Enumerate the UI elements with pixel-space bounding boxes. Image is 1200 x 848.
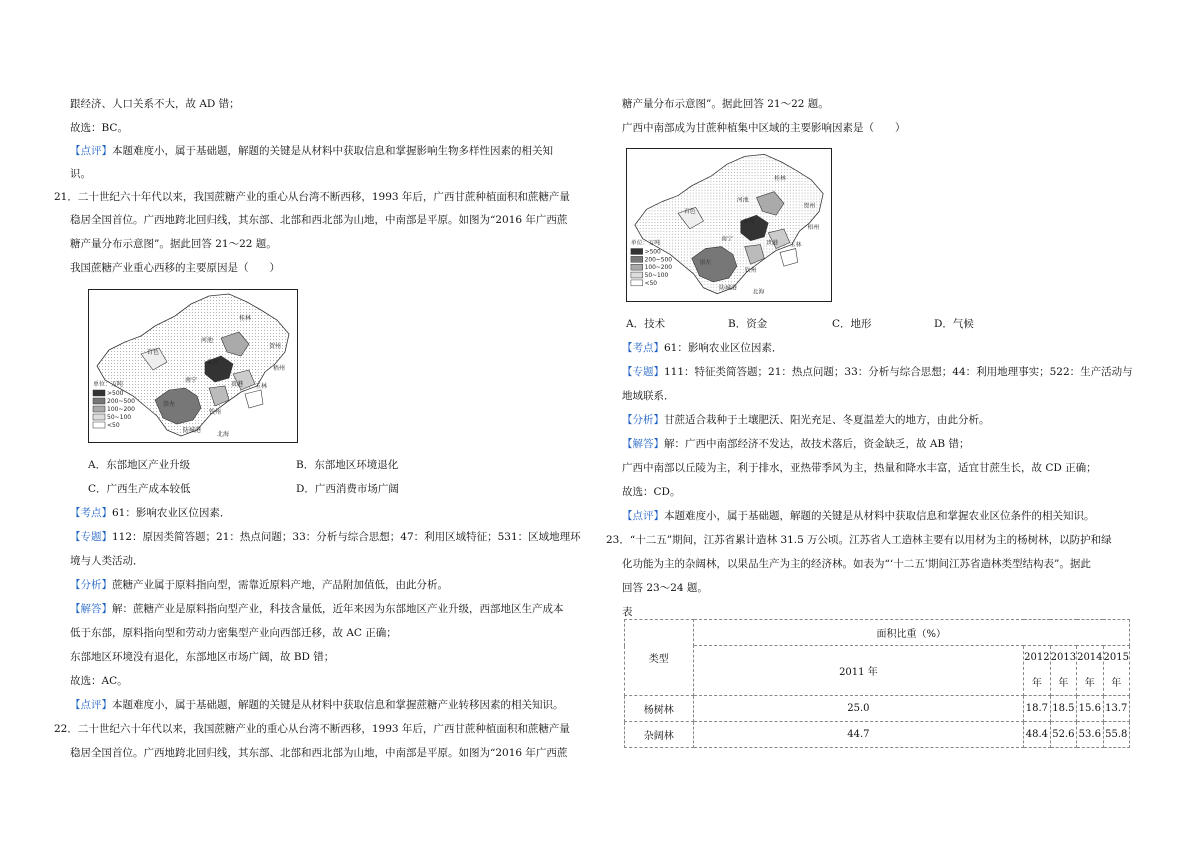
q22-intro-line: 稳居全国首位。广西地跨北回归线，其东部、北部和西北部为山地，中南部是平原。如图为“2016 年广西蔗	[70, 747, 568, 759]
answer-line: 故选：CD。	[622, 486, 681, 498]
map-label: 防城港	[719, 285, 737, 292]
map-label: 钦州	[209, 409, 222, 416]
map-label: 北海	[217, 431, 230, 438]
comment-line: 【点评】本题难度小，属于基础题，解题的关键是从材料中获取信息和掌握农业区位条件的相关知识。	[622, 510, 1095, 522]
q21-intro-line: 稳居全国首位。广西地跨北回归线，其东部、北部和西北部为山地，中南部是平原。如图为“2016 年广西蔗	[70, 214, 568, 226]
comment-line: 【点评】本题难度小，属于基础题，解题的关键是从材料中获取信息和掌握影响生物多样性因素的相关知	[70, 145, 553, 157]
option-a: A．东部地区产业升级	[88, 459, 191, 471]
text-line: 故选：BC。	[70, 122, 128, 134]
kaodian-line: 【考点】61：影响农业区位因素．	[70, 507, 231, 519]
map-label: 玉林	[255, 383, 268, 390]
table-row: 杂阔林 44.7 48.4 52.6 53.6 55.8	[625, 722, 1130, 748]
q22-intro-line: 糖产量分布示意图”。据此回答 21～22 题。	[622, 98, 829, 110]
question-number: 23．	[606, 534, 630, 546]
region-yulin	[780, 249, 798, 267]
q23-intro-line: 化功能为主的杂阔林，以果品生产为主的经济林。如表为“‘十二五’期间江苏省造林类型结构表”。据此	[622, 558, 1091, 570]
answer-line: 故选：AC。	[70, 675, 128, 687]
zhuanti-line: 【专题】112：原因类简答题；21：热点问题；33：分析与综合思想；47：利用区域特征；531：区域地理环	[70, 531, 581, 543]
fenxi-line: 【分析】蔗糖产业属于原料指向型，需靠近原料产地，产品附加值低，由此分析。	[70, 579, 448, 591]
option-b: B．东部地区环境退化	[296, 459, 399, 471]
jieda-line: 低于东部，原料指向型和劳动力密集型产业向西部迁移，故 AC 正确；	[70, 627, 397, 639]
jieda-line: 广西中南部以丘陵为主，利于排水，亚热带季风为主，热量和降水丰富，适宜甘蔗生长，故 CD 正确；	[622, 462, 1097, 474]
fenxi-line: 【分析】甘蔗适合栽种于土壤肥沃、阳光充足、冬夏温差大的地方，由此分析。	[622, 414, 990, 426]
year-2012: 2012 年	[1024, 646, 1050, 696]
map-label: 玉林	[789, 242, 802, 249]
type-header: 类型	[625, 620, 694, 696]
question-number: 22．	[54, 723, 78, 735]
q21-intro-line: 糖产量分布示意图”。据此回答 21～22 题。	[70, 238, 277, 250]
map-svg	[89, 290, 297, 442]
year-2011: 2011 年	[693, 646, 1024, 696]
question-number: 21．	[54, 191, 78, 203]
forest-type-table	[624, 619, 1130, 748]
map-label: 百色	[683, 209, 696, 216]
legend-title: 单位：万吨	[93, 381, 124, 388]
option-d: D．广西消费市场广阔	[296, 483, 399, 495]
map-label: 来宾	[207, 359, 220, 366]
area-header: 面积比重（%）	[693, 620, 1129, 646]
q21-intro-line: 21．二十世纪六十年代以来，我国蔗糖产业的重心从台湾不断西移，1993 年后，广西甘蔗种植面积和蔗糖产量	[54, 191, 570, 203]
q21-stem: 我国蔗糖产业重心西移的主要原因是（ ）	[70, 262, 280, 274]
legend-item: >500	[644, 249, 661, 256]
map-label: 梧州	[273, 365, 286, 372]
legend-item: 50~100	[644, 272, 669, 279]
map-label: 贺州	[269, 343, 282, 350]
map-label: 河池	[736, 197, 749, 204]
legend-item: 100~200	[107, 406, 135, 413]
legend-item: >500	[107, 390, 124, 397]
map-label: 桂林	[774, 175, 786, 182]
year-2014: 2014 年	[1077, 646, 1103, 696]
map-label: 梧州	[807, 224, 820, 231]
map-label: 桂林	[239, 315, 252, 322]
option-b: B．资金	[728, 318, 768, 330]
region-yulin	[245, 390, 263, 408]
jieda-line: 【解答】解：蔗糖产业是原料指向型产业，科技含量低，近年来因为东部地区产业升级，西部地区生产成本	[70, 603, 564, 615]
option-a: A．技术	[626, 318, 666, 330]
tag-dianping: 点评	[80, 145, 102, 157]
option-c: C．广西生产成本较低	[88, 483, 191, 495]
option-d: D．气候	[934, 318, 974, 330]
map-label: 崇左	[699, 260, 712, 267]
zhuanti-line: 【专题】111：特征类简答题；21：热点问题；33：分析与综合思想；44：利用地理事实；522：生产活动与	[622, 366, 1133, 378]
zhuanti-line: 地域联系．	[622, 390, 675, 402]
text-line: 识。	[70, 168, 91, 180]
text-line: 跟经济、人口关系不大，故 AD 错；	[70, 98, 240, 110]
map-label: 防城港	[183, 427, 202, 434]
comment-line: 【点评】本题难度小，属于基础题，解题的关键是从材料中获取信息和掌握蔗糖产业转移因素的相关知识。	[70, 699, 564, 711]
q22-intro-line: 22．二十世纪六十年代以来，我国蔗糖产业的重心从台湾不断西移，1993 年后，广西甘蔗种植面积和蔗糖产量	[54, 723, 570, 735]
jieda-line: 东部地区环境没有退化，东部地区市场广阔，故 BD 错；	[70, 651, 335, 663]
table-caption: 表	[622, 606, 633, 618]
map-label: 崇左	[163, 401, 176, 408]
year-2013: 2013 年	[1050, 646, 1076, 696]
map-label: 贵港	[231, 381, 244, 388]
map-label: 南宁	[185, 377, 198, 384]
jieda-line: 【解答】解：广西中南部经济不发达，故技术落后，资金缺乏，故 AB 错；	[622, 438, 970, 450]
legend-item: 200~500	[107, 398, 135, 405]
guangxi-sugar-map	[88, 289, 298, 443]
map-label: 南宁	[721, 236, 733, 243]
year-2015: 2015 年	[1103, 646, 1129, 696]
map-label: 钦州	[744, 268, 757, 275]
legend-item: <50	[107, 422, 120, 429]
option-c: C．地形	[832, 318, 872, 330]
map-svg	[627, 149, 831, 301]
zhuanti-line: 境与人类活动．	[70, 555, 144, 567]
map-label: 百色	[147, 349, 160, 356]
q23-intro-line: 23．“十二五”期间，江苏省累计造林 31.5 万公顷。江苏省人工造林主要有以用材为主的杨树林，以防护和绿	[606, 534, 1112, 546]
legend-item: <50	[644, 280, 658, 287]
legend-item: 50~100	[107, 414, 132, 421]
map-label: 来宾	[742, 219, 755, 226]
map-label: 北海	[752, 289, 765, 296]
q23-intro-line: 回答 23～24 题。	[622, 582, 708, 594]
map-label: 贵港	[766, 240, 779, 247]
map-label: 贺州	[803, 203, 816, 210]
legend-item: 100~200	[644, 265, 673, 272]
map-label: 河池	[201, 337, 214, 344]
table-row: 杨树林 25.0 18.7 18.5 15.6 13.7	[625, 696, 1130, 722]
q22-stem: 广西中南部成为甘蔗种植集中区域的主要影响因素是（ ）	[622, 122, 906, 134]
legend-title: 单位：万吨	[630, 240, 661, 247]
guangxi-sugar-map	[626, 148, 832, 302]
kaodian-line: 【考点】61：影响农业区位因素．	[622, 342, 783, 354]
legend-item: 200~500	[644, 257, 673, 264]
